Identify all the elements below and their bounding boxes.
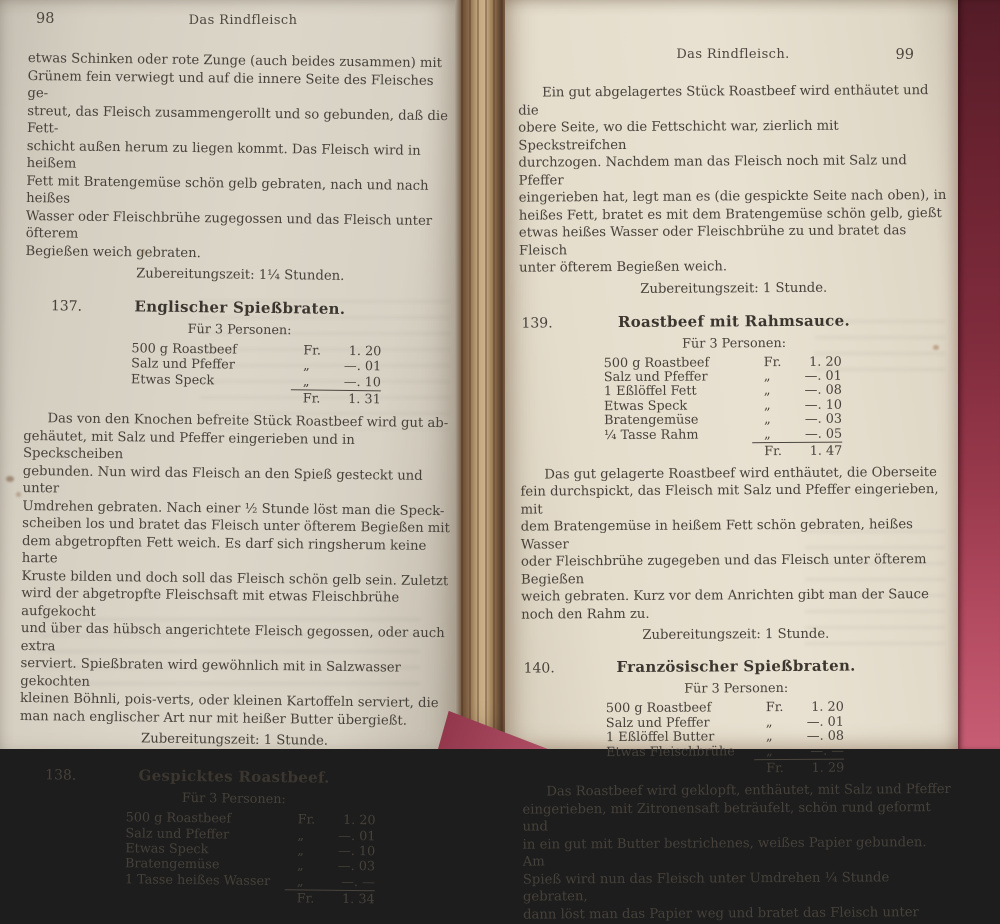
recipe-number: 138. (45, 767, 77, 784)
serves-line: Für 3 Personen: (187, 321, 292, 339)
prep-time: Zubereitungszeit: 1¼ Stunden. (136, 266, 345, 284)
recipe-body: Das gut gelagerte Roastbeef wird enthäutet, die Oberseite fein durchspickt, das Fleisch mit Salz und Pfeffer eingerieben, mit dem Bratengemüse in heißem Fett schön gebraten, heißes Wasser oder Fleischbrühe zugegeben und das Fleisch unter öfterem Begießen weich gebraten. Kurz vor dem Anrichten gibt man der Sauce noch den Rahm zu. (520, 465, 939, 623)
running-header-right: Das Rindfleisch. (676, 47, 790, 62)
ingredient-row: Etwas Speck „ —. 10 (603, 397, 843, 414)
recipe-140 (522, 655, 953, 923)
ingredient-row: Bratengemüse „ —. 03 (124, 856, 376, 875)
prep-time: Zubereitungszeit: 1 Stunde. (640, 280, 828, 297)
recipe-138 (18, 764, 450, 909)
recipe-body: Das von den Knochen befreite Stück Roastbeef wird gut ab- gehäutet, mit Salz und Pfeffer eingerieben und in Speckscheiben gebunden. Nun wird das Fleisch an den Spieß gesteckt und unter Umdrehen gebraten. Nach einer ½ Stunde löst man die Speck- scheiben los und bratet das Fleisch unter öfterem Begießen mit dem abgetropften Fett weich. Es darf sich ringsherum keine harte Kruste bilden und doch soll das Fleisch schön gelb sein. Zuletzt wird der abgetropfte Fleischsaft mit etwas Fleischbrühe aufgekocht und über das hübsch angerichtete Fleisch gegossen, oder auch extra serviert. Spießbraten wird gewöhnlich mit in Salzwasser gekochten kleinen Böhnli, pois-verts, oder kleinen Kartoffeln serviert, die man nach englischer Art nur mit heißer Butter übergießt. (19, 411, 450, 729)
ingredient-row: 500 g Roastbeef Fr. 1. 20 (131, 341, 382, 360)
serves-line: Für 3 Personen: (682, 335, 787, 352)
ingredient-table (604, 355, 843, 461)
total-row: Fr. 1. 34 (285, 889, 375, 908)
page-number-right: 99 (895, 47, 914, 63)
book-cover-edge-right (958, 0, 1000, 749)
recipe-title: Englischer Spießbraten. (134, 297, 346, 318)
recipe-heading (519, 309, 948, 334)
ingredient-row: 500 g Roastbeef Fr. 1. 20 (125, 810, 376, 829)
text-column-left (18, 50, 458, 909)
ingredient-row: Etwas Speck „ —. 10 (125, 841, 376, 860)
prep-time: Zubereitungszeit: 1 Stunde. (140, 731, 329, 749)
stain (16, 492, 21, 497)
ingredient-row: Salz und Pfeffer „ —. 01 (125, 825, 376, 844)
prep-time: Zubereitungszeit: 1 Stunde. (642, 627, 830, 644)
recipe-137 (19, 295, 454, 751)
recipe-title: Französischer Spießbraten. (616, 657, 856, 677)
book-spine-gutter (455, 0, 507, 749)
recipe-body: Das Roastbeef wird geklopft, enthäutet, mit Salz und Pfeffer eingerieben, mit Zitronensaft beträufelt, schön rund geformt und in ein gut mit Butter bestrichenes, weißes Papier gebunden. Am Spieß wird nun das Fleisch unter Umdrehen ¼ Stunde gebraten, dann löst man das Papier weg und bratet das Fleisch unter (522, 782, 951, 923)
ingredient-row: Salz und Pfeffer „ —. 01 (603, 368, 842, 386)
recipe-heading (19, 764, 449, 791)
serves-line: Für 3 Personen: (181, 791, 286, 808)
page-left (0, 0, 458, 908)
ingredient-row: 1 Eßlöffel Fett „ —. 08 (603, 382, 842, 400)
ingredient-row: 500 g Roastbeef Fr. 1. 20 (605, 700, 844, 717)
ingredient-row: 500 g Roastbeef Fr. 1. 20 (603, 354, 842, 371)
recipe-heading (522, 655, 951, 680)
total-row: Fr. 1. 47 (752, 442, 842, 461)
ingredient-row: Etwas Fleischbrühe „ —. — (606, 743, 845, 760)
page-number-left: 98 (36, 11, 55, 27)
recipe-number: 139. (521, 314, 553, 332)
ingredient-table (131, 341, 382, 408)
ingredient-table (606, 701, 844, 778)
paragraph: Ein gut abgelagertes Stück Roastbeef wird enthäutet und die obere Seite, wo die Fettschicht war, zierlich mit Speckstreifchen durchzogen. Nachdem man das Fleisch noch mit Salz und Pfeffer eingerieben hat, legt man es (die gespickte Seite nach oben), in heißes Fett, bratet es mit dem Bratengemüse schön gelb, gießt etwas heißes Wasser oder Fleischbrühe zu und bratet das Fleisch unter öfterem Begießen weich. (518, 83, 947, 276)
ingredient-row: 1 Tasse heißes Wasser „ —. — (124, 872, 375, 891)
recipe-139 (519, 309, 950, 645)
stain (933, 345, 939, 350)
ingredient-row: Etwas Speck „ —. 10 (130, 372, 382, 391)
total-row: Fr. 1. 31 (291, 389, 381, 408)
stain (6, 476, 14, 482)
ingredient-row: Salz und Pfeffer „ —. 01 (605, 714, 844, 731)
ingredient-row: Salz und Pfeffer „ —. 01 (131, 356, 382, 375)
page-edges (455, 0, 507, 749)
recipe-title: Gespicktes Roastbeef. (138, 766, 330, 787)
recipe-heading (25, 295, 455, 322)
recipe-number: 140. (523, 660, 555, 678)
recipe-title: Roastbeef mit Rahmsauce. (617, 311, 851, 331)
recipe-number: 137. (50, 298, 83, 315)
page-right (505, 0, 958, 923)
ingredient-table (125, 810, 376, 908)
stain (140, 250, 146, 255)
ingredient-row: 1 Eßlöffel Butter „ —. 08 (605, 728, 845, 746)
ingredient-row: ¼ Tasse Rahm „ —. 05 (604, 426, 843, 443)
running-header-left: Das Rindfleisch (188, 13, 298, 28)
serves-line: Für 3 Personen: (684, 681, 789, 698)
paragraph-continuation: etwas Schinken oder rote Zunge (auch beides zusammen) mit Grünem fein verwiegt und auf die innere Seite des Fleisches ge- streut, das Fleisch zusammengerollt und so gebunden, daß die Fett- schicht außen herum zu liegen kommt. Das Fleisch wird in heißem Fett mit Bratengemüse schön gelb gebraten, nach und nach heißes Wasser oder Fleischbrühe zugegossen und das Fleisch unter öfterem Begießen weich gebraten. (25, 50, 449, 261)
total-row: Fr. 1. 29 (754, 759, 844, 778)
text-column-right (518, 82, 952, 924)
ingredient-row: Bratengemüse „ —. 03 (604, 411, 843, 429)
